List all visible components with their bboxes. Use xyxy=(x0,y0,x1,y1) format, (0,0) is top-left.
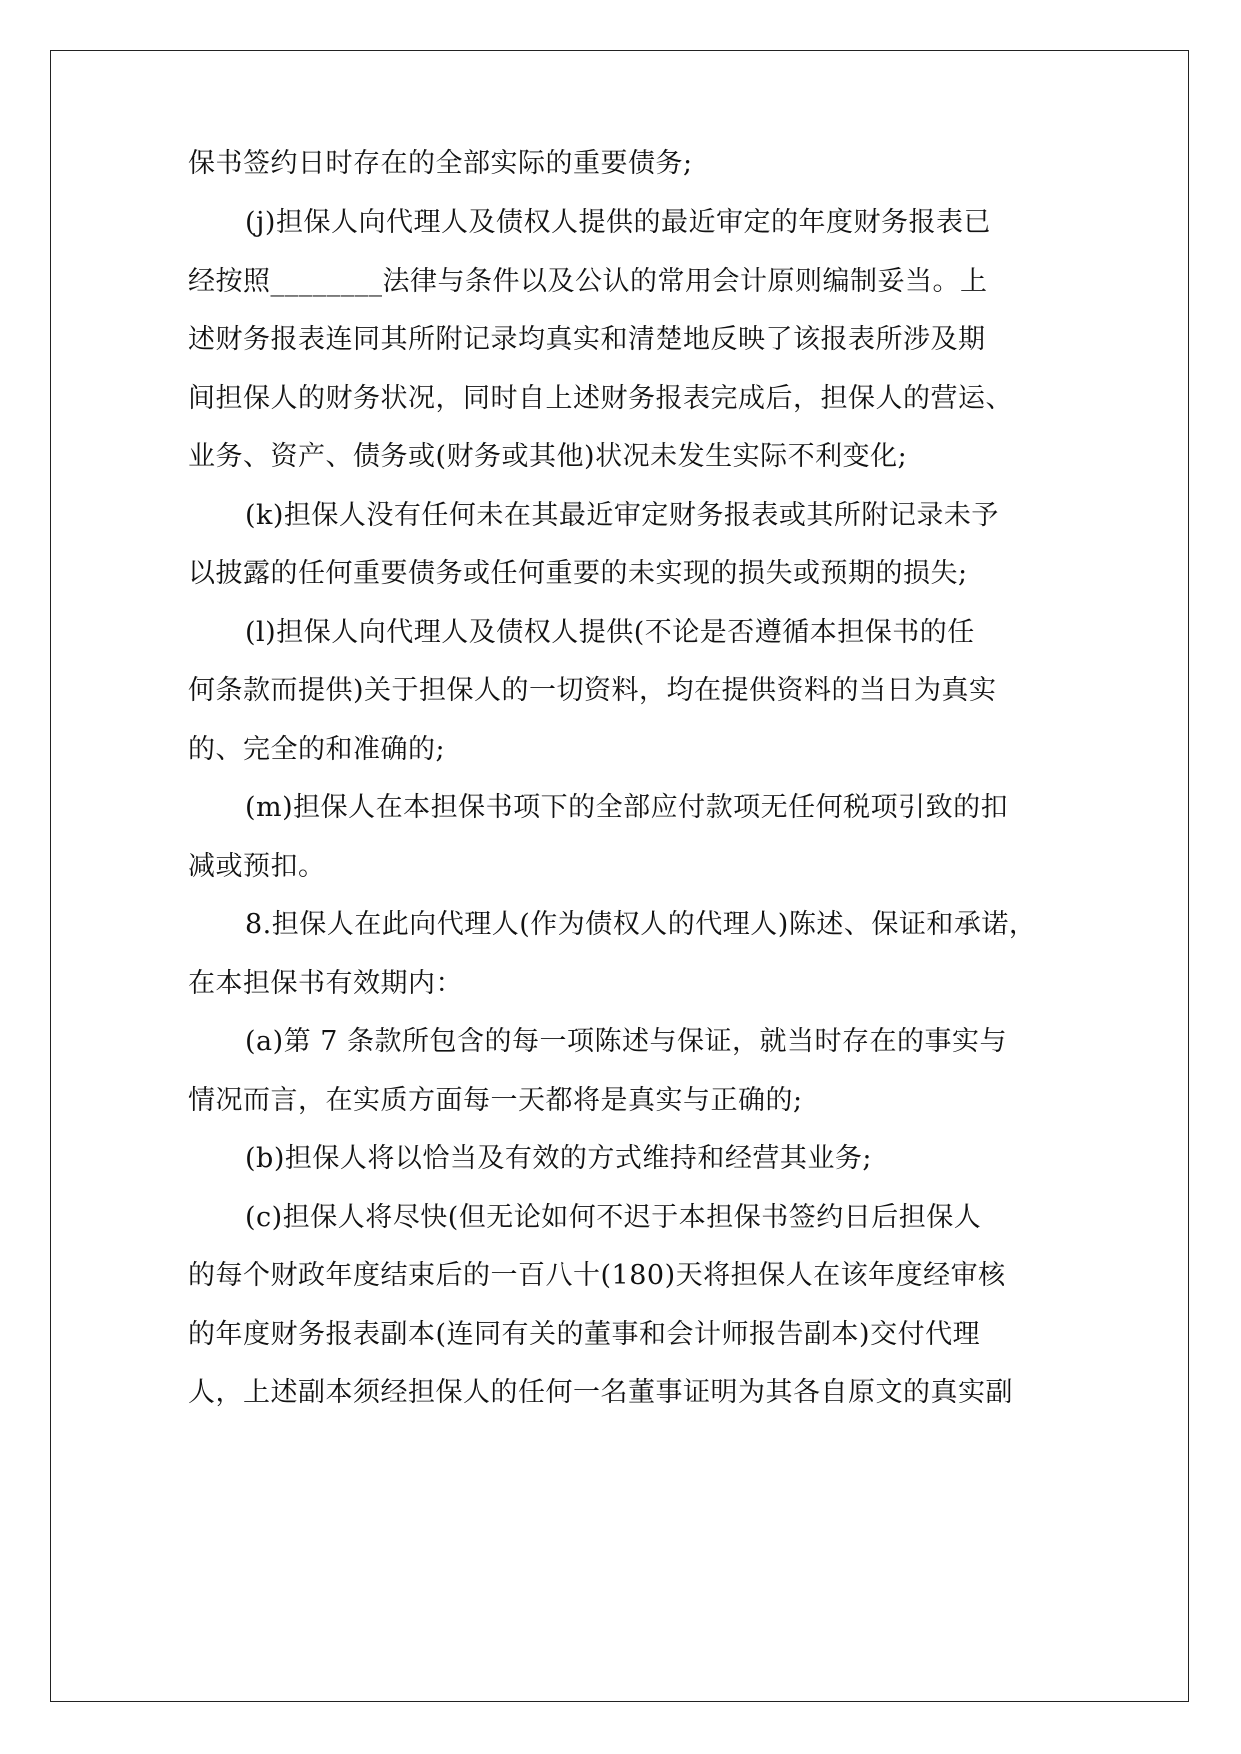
text-line: 述财务报表连同其所附记录均真实和清楚地反映了该报表所涉及期 xyxy=(188,324,986,355)
text-line: 何条款而提供)关于担保人的一切资料，均在提供资料的当日为真实 xyxy=(188,675,997,706)
clause-c-line: (c)担保人将尽快(但无论如何不迟于本担保书签约日后担保人 xyxy=(245,1202,982,1233)
text-line: 的、完全的和准确的; xyxy=(188,734,446,765)
clause-m-line: (m)担保人在本担保书项下的全部应付款项无任何税项引致的扣 xyxy=(245,792,1009,823)
text-line: 间担保人的财务状况，同时自上述财务报表完成后，担保人的营运、 xyxy=(188,383,1013,414)
clause-a-line: (a)第 7 条款所包含的每一项陈述与保证，就当时存在的事实与 xyxy=(245,1026,1008,1057)
text-line: 减或预扣。 xyxy=(188,851,326,882)
text-line: 经按照________法律与条件以及公认的常用会计原则编制妥当。上 xyxy=(188,266,988,297)
clause-b-line: (b)担保人将以恰当及有效的方式维持和经营其业务; xyxy=(245,1143,872,1174)
clause-l-line: (l)担保人向代理人及债权人提供(不论是否遵循本担保书的任 xyxy=(245,617,975,648)
text-line: 的年度财务报表副本(连同有关的董事和会计师报告副本)交付代理 xyxy=(188,1319,981,1350)
text-line: 在本担保书有效期内： xyxy=(188,968,463,999)
text-line: 人，上述副本须经担保人的任何一名董事证明为其各自原文的真实副 xyxy=(188,1377,1013,1408)
text-line: 情况而言，在实质方面每一天都将是真实与正确的; xyxy=(188,1085,803,1116)
text-line: 以披露的任何重要债务或任何重要的未实现的损失或预期的损失; xyxy=(188,558,968,589)
clause-k-line: (k)担保人没有任何未在其最近审定财务报表或其所附记录未予 xyxy=(245,500,999,531)
text-line: 业务、资产、债务或(财务或其他)状况未发生实际不利变化; xyxy=(188,441,908,472)
text-line: 保书签约日时存在的全部实际的重要债务; xyxy=(188,148,693,179)
section-8-line: 8.担保人在此向代理人(作为债权人的代理人)陈述、保证和承诺， xyxy=(245,909,1037,940)
text-line: 的每个财政年度结束后的一百八十(180)天将担保人在该年度经审核 xyxy=(188,1260,1006,1291)
clause-j-line: (j)担保人向代理人及债权人提供的最近审定的年度财务报表已 xyxy=(245,207,991,238)
